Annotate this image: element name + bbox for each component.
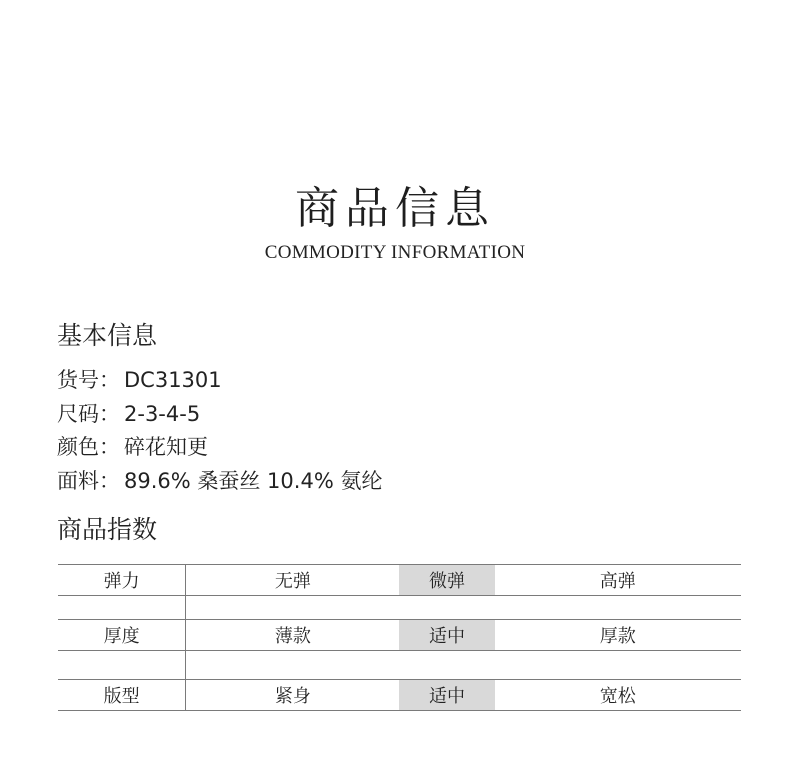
spacer-cell [186,651,741,680]
info-row-size [57,398,382,432]
spacer-cell [58,596,186,620]
index-option: 厚款 [495,620,741,651]
index-option: 无弹 [186,565,400,596]
info-label: 面料： [57,468,120,493]
index-option: 薄款 [186,620,400,651]
spacer-cell [58,651,186,680]
page-subtitle: COMMODITY INFORMATION [264,242,526,263]
spacer-cell [186,596,741,620]
basic-info-title: 基本信息 [57,321,158,350]
index-spacer-row [58,596,741,620]
product-index-title: 商品指数 [57,515,158,544]
page-header [0,180,790,264]
index-option: 紧身 [186,680,400,711]
index-row-elasticity [58,565,741,596]
info-label: 颜色： [57,435,120,459]
index-row-fit [58,680,741,711]
index-label: 厚度 [58,620,186,651]
info-label: 尺码： [57,401,120,426]
index-label: 弹力 [58,565,186,596]
info-label: 货号： [57,368,120,392]
info-value: 2-3-4-5 [124,401,201,426]
info-value: 89.6% 桑蚕丝 10.4% 氨纶 [124,468,383,493]
info-row-item-number [57,364,382,398]
basic-info-list [57,364,382,498]
product-index-table [58,564,741,711]
index-spacer-row [58,651,741,680]
index-label: 版型 [58,680,186,711]
page-title: 商品信息 [295,183,495,234]
index-option: 高弹 [495,565,741,596]
index-option: 宽松 [495,680,741,711]
index-option: 微弹 [399,565,494,596]
info-value: 碎花知更 [124,435,208,459]
index-option: 适中 [399,620,494,651]
index-option: 适中 [399,680,494,711]
info-row-fabric [57,465,382,499]
info-value: DC31301 [124,368,222,392]
info-row-color [57,431,382,465]
index-row-thickness [58,620,741,651]
